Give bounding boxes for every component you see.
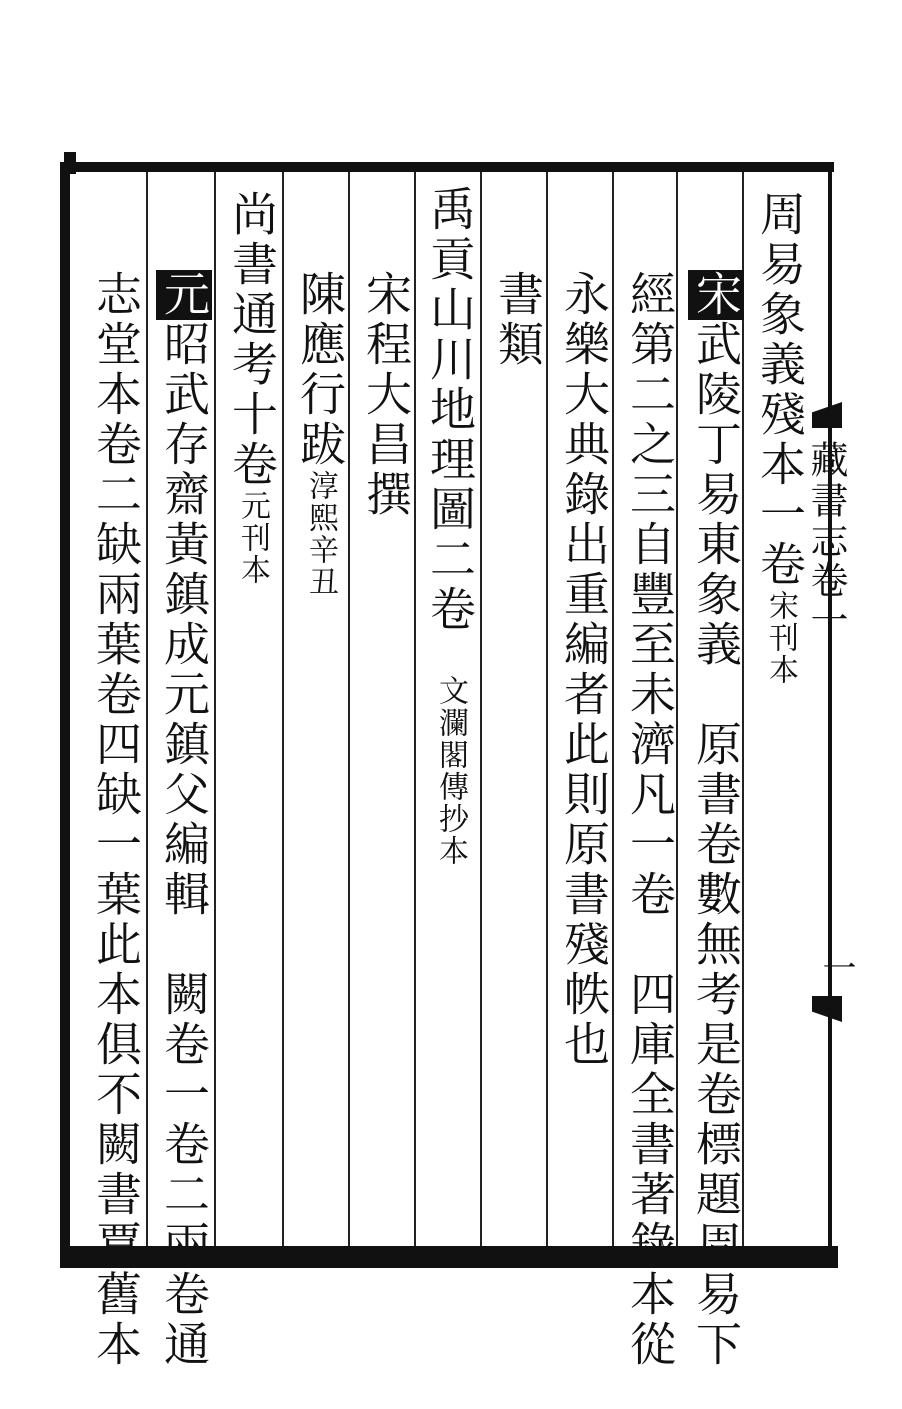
column-rule (480, 172, 482, 1246)
edition-note: 元刊本 (235, 490, 270, 586)
text-column (358, 270, 414, 520)
column-rule (546, 172, 548, 1246)
fishtail-title: 藏書志卷一 (804, 440, 848, 640)
fishtail-page-number: 一 (816, 950, 856, 984)
frame-left-border (60, 162, 70, 1268)
column-text: 永樂大典錄出重編者此則原書殘帙也 (557, 270, 611, 1070)
dynasty-tag: 元 (157, 270, 211, 320)
text-column (752, 190, 808, 686)
text-column (88, 270, 144, 1370)
frame-top-border (66, 162, 834, 172)
edition-note: 文瀾閣傳抄本 (433, 675, 468, 867)
text-column (556, 270, 612, 1070)
text-column (422, 185, 478, 867)
column-rule (282, 172, 284, 1246)
frame-right-border (828, 162, 832, 1268)
date-note: 淳熙辛丑 (303, 470, 338, 598)
author-line: 宋程大昌撰 (359, 270, 413, 520)
edition-note: 宋刊本 (763, 590, 798, 686)
entry-title: 禹貢山川地理圖二卷 (423, 185, 477, 635)
text-column (490, 270, 546, 370)
column-text: 志堂本卷二缺兩葉卷四缺一葉此本俱不闕書賈舊本 (89, 270, 143, 1370)
dynasty-tag: 宋 (689, 270, 743, 320)
column-rule (414, 172, 416, 1246)
text-column (622, 270, 678, 1370)
column-text: 昭武存齋黃鎮成元鎮父編輯 闕卷一卷二兩卷通 (157, 320, 211, 1370)
column-rule (612, 172, 614, 1246)
column-rule (214, 172, 216, 1246)
frame-corner-mark (64, 152, 76, 174)
fishtail-top-mark (812, 402, 842, 428)
fishtail-bottom-mark (812, 996, 842, 1022)
section-heading: 書類 (491, 270, 545, 370)
colophon-line: 陳應行跋 (293, 270, 347, 470)
entry-title: 周易象義殘本一卷 (753, 190, 807, 590)
text-column (292, 270, 348, 598)
entry-title: 尚書通考十卷 (225, 190, 279, 490)
text-column (688, 270, 744, 1370)
column-text: 經第二之三自豐至未濟凡一卷 四庫全書著錄本從 (623, 270, 677, 1370)
text-column (224, 190, 280, 586)
column-rule (146, 172, 148, 1246)
column-rule (348, 172, 350, 1246)
text-column (156, 270, 212, 1370)
column-text: 武陵丁易東象義 原書卷數無考是卷標題周易下 (689, 320, 743, 1370)
